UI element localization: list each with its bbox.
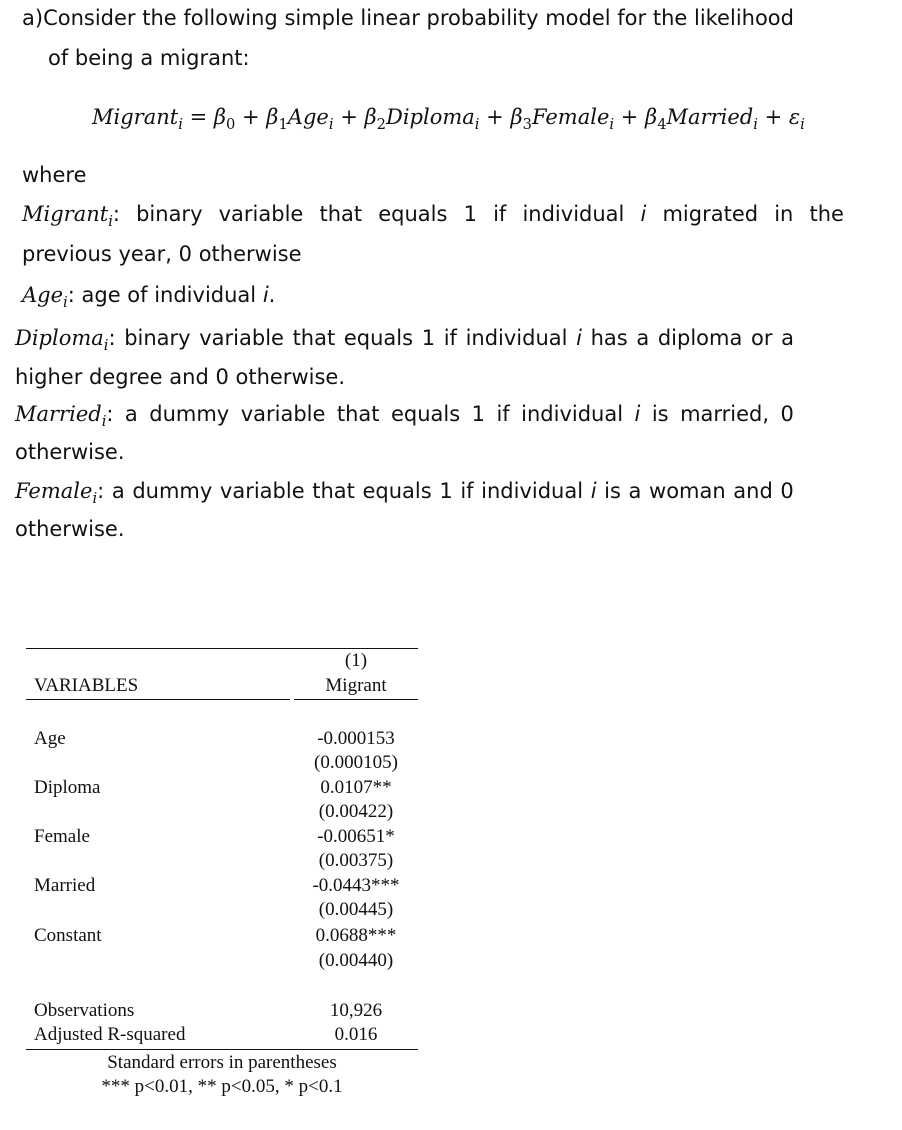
eq-plus: + <box>235 105 267 129</box>
coef-female: -0.00651* <box>317 826 395 847</box>
coef-constant: 0.0688*** <box>315 925 397 946</box>
term-female: Female <box>15 479 93 503</box>
question-line-2: of being a migrant: <box>48 46 250 70</box>
header-rule-left <box>26 699 290 700</box>
term-married: Married <box>15 402 102 426</box>
definition-married-line-1: Married$_i$: a dummy variable that equals 1 if individual i is married, 0 <box>15 402 794 431</box>
eq-term-married: Married <box>666 105 754 129</box>
term-diploma: Diploma <box>15 326 104 350</box>
header-rule-right <box>294 699 418 700</box>
observations-label: Observations <box>34 1000 135 1021</box>
table-bottom-rule <box>26 1049 418 1050</box>
se-married: (0.00445) <box>318 899 394 920</box>
eq-term-diploma: Diploma <box>386 105 475 129</box>
se-female: (0.00375) <box>318 850 394 871</box>
row-label-married: Married <box>34 875 96 896</box>
definition-age: Age$_i$: age of individual i. <box>22 283 276 312</box>
definition-migrant-line-1: Migrant$_i$: binary variable that equals 1 if individual i migrated in the <box>22 202 844 231</box>
eq-b0: β <box>213 105 226 129</box>
definition-married-line-2: otherwise. <box>15 440 125 464</box>
r2-value: 0.016 <box>334 1024 378 1045</box>
se-age: (0.000105) <box>314 752 398 773</box>
row-label-age: Age <box>34 728 66 749</box>
definition-female-line-1: Female$_i$: a dummy variable that equals 1 if individual i is a woman and 0 <box>15 479 794 508</box>
definition-female-line-2: otherwise. <box>15 517 125 541</box>
column-name: Migrant <box>325 675 387 696</box>
table-note-standard-errors: Standard errors in parentheses <box>107 1052 337 1073</box>
se-constant: (0.00440) <box>318 950 394 971</box>
term-age: Age <box>22 283 64 307</box>
definition-diploma-line-2: higher degree and 0 otherwise. <box>15 365 345 389</box>
table-note-significance: *** p<0.01, ** p<0.05, * p<0.1 <box>101 1076 343 1097</box>
where-label: where <box>22 163 87 187</box>
r2-label: Adjusted R-squared <box>34 1024 186 1045</box>
question-label: a) <box>22 6 44 30</box>
question-text-1: Consider the following simple linear probability model for the likelihood <box>43 6 794 30</box>
coef-age: -0.000153 <box>317 728 395 749</box>
question-line-1 <box>22 6 794 30</box>
variables-header: VARIABLES <box>34 675 139 696</box>
column-number: (1) <box>344 650 368 671</box>
row-label-constant: Constant <box>34 925 102 946</box>
table-top-rule <box>26 648 418 649</box>
eq-term-age: Age <box>287 105 329 129</box>
eq-equals: = <box>182 105 214 129</box>
eq-lhs: Migrant <box>92 105 179 129</box>
eq-error: ε <box>788 105 801 129</box>
coef-diploma: 0.0107** <box>320 777 392 798</box>
eq-sub: i <box>178 116 183 134</box>
definition-migrant-line-2: previous year, 0 otherwise <box>22 242 302 266</box>
eq-term-female: Female <box>531 105 610 129</box>
observations-value: 10,926 <box>329 1000 383 1021</box>
term-migrant: Migrant <box>22 202 109 226</box>
model-equation: Migrant$_i$ = $\beta_0 + \beta_1Age_i$ + $\beta_2Diploma_i$ + $\beta_3Female_i$ + $\beta_4Married_i + \varepsilon_i$ <box>92 105 805 134</box>
definition-diploma-line-1: Diploma$_i$: binary variable that equals 1 if individual i has a diploma or a <box>15 326 794 355</box>
row-label-diploma: Diploma <box>34 777 101 798</box>
se-diploma: (0.00422) <box>318 801 394 822</box>
row-label-female: Female <box>34 826 90 847</box>
coef-married: -0.0443*** <box>312 875 400 896</box>
